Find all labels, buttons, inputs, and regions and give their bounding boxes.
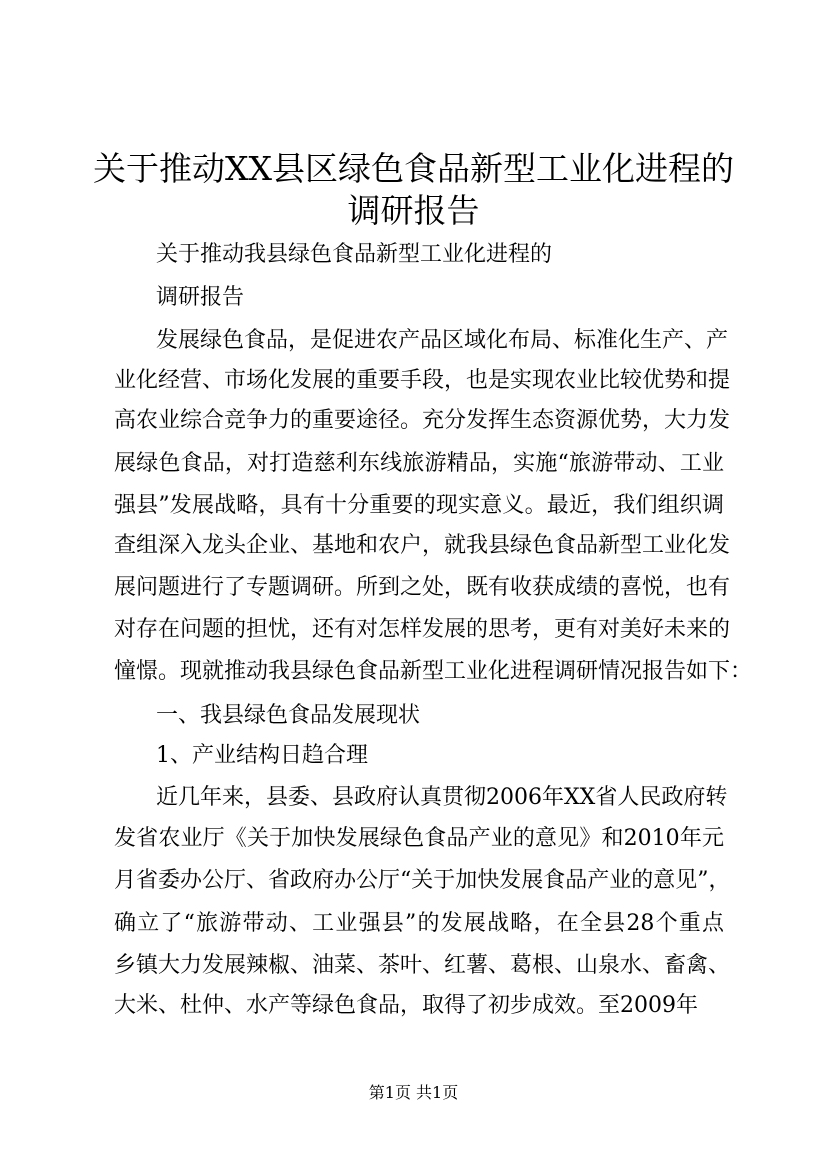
paragraph-line: 憧憬。现就推动我县绿色食品新型工业化进程调研情况报告如下： <box>114 659 753 684</box>
paragraph-line: 近几年来，县委、县政府认真贯彻2006年XX省人民政府转 <box>156 785 728 810</box>
paragraph-line: 对存在问题的担忧，还有对怎样发展的思考，更有对美好未来的 <box>114 617 731 642</box>
paragraph-line: 展绿色食品，对打造慈利东线旅游精品，实施“旅游带动、工业 <box>114 451 724 476</box>
paragraph-line: 查组深入龙头企业、基地和农户，就我县绿色食品新型工业化发 <box>114 533 731 558</box>
subtitle-line-2: 调研报告 <box>156 285 245 310</box>
paragraph-line: 强县”发展战略，具有十分重要的现实意义。最近，我们组织调 <box>114 493 724 518</box>
paragraph-line: 业化经营、市场化发展的重要手段，也是实现农业比较优势和提 <box>114 368 731 393</box>
section-heading: 一、我县绿色食品发展现状 <box>156 703 421 728</box>
paragraph-line: 高农业综合竞争力的重要途径。充分发挥生态资源优势，大力发 <box>114 408 731 433</box>
paragraph-line: 发省农业厅《关于加快发展绿色食品产业的意见》和2010年元 <box>114 826 724 851</box>
document-title-line-2: 调研报告 <box>347 191 480 230</box>
paragraph-line: 月省委办公厅、省政府办公厅“关于加快发展食品产业的意见”， <box>114 868 731 893</box>
paragraph-line: 大米、杜仲、水产等绿色食品，取得了初步成效。至2009年 <box>114 993 698 1018</box>
paragraph-line: 乡镇大力发展辣椒、油菜、茶叶、红薯、葛根、山泉水、畜禽、 <box>114 953 731 978</box>
subsection-heading: 1、产业结构日趋合理 <box>156 743 368 768</box>
paragraph-line: 确立了“旅游带动、工业强县”的发展战略，在全县28个重点 <box>114 911 724 936</box>
paragraph-line: 展问题进行了专题调研。所到之处，既有收获成绩的喜悦，也有 <box>114 575 731 600</box>
subtitle-line-1: 关于推动我县绿色食品新型工业化进程的 <box>156 242 553 267</box>
document-title-line-1: 关于推动XX县区绿色食品新型工业化进程的 <box>93 149 734 188</box>
page-number-footer: 第1页 共1页 <box>368 1083 459 1102</box>
paragraph-line: 发展绿色食品，是促进农产品区域化布局、标准化生产、产 <box>156 328 729 353</box>
